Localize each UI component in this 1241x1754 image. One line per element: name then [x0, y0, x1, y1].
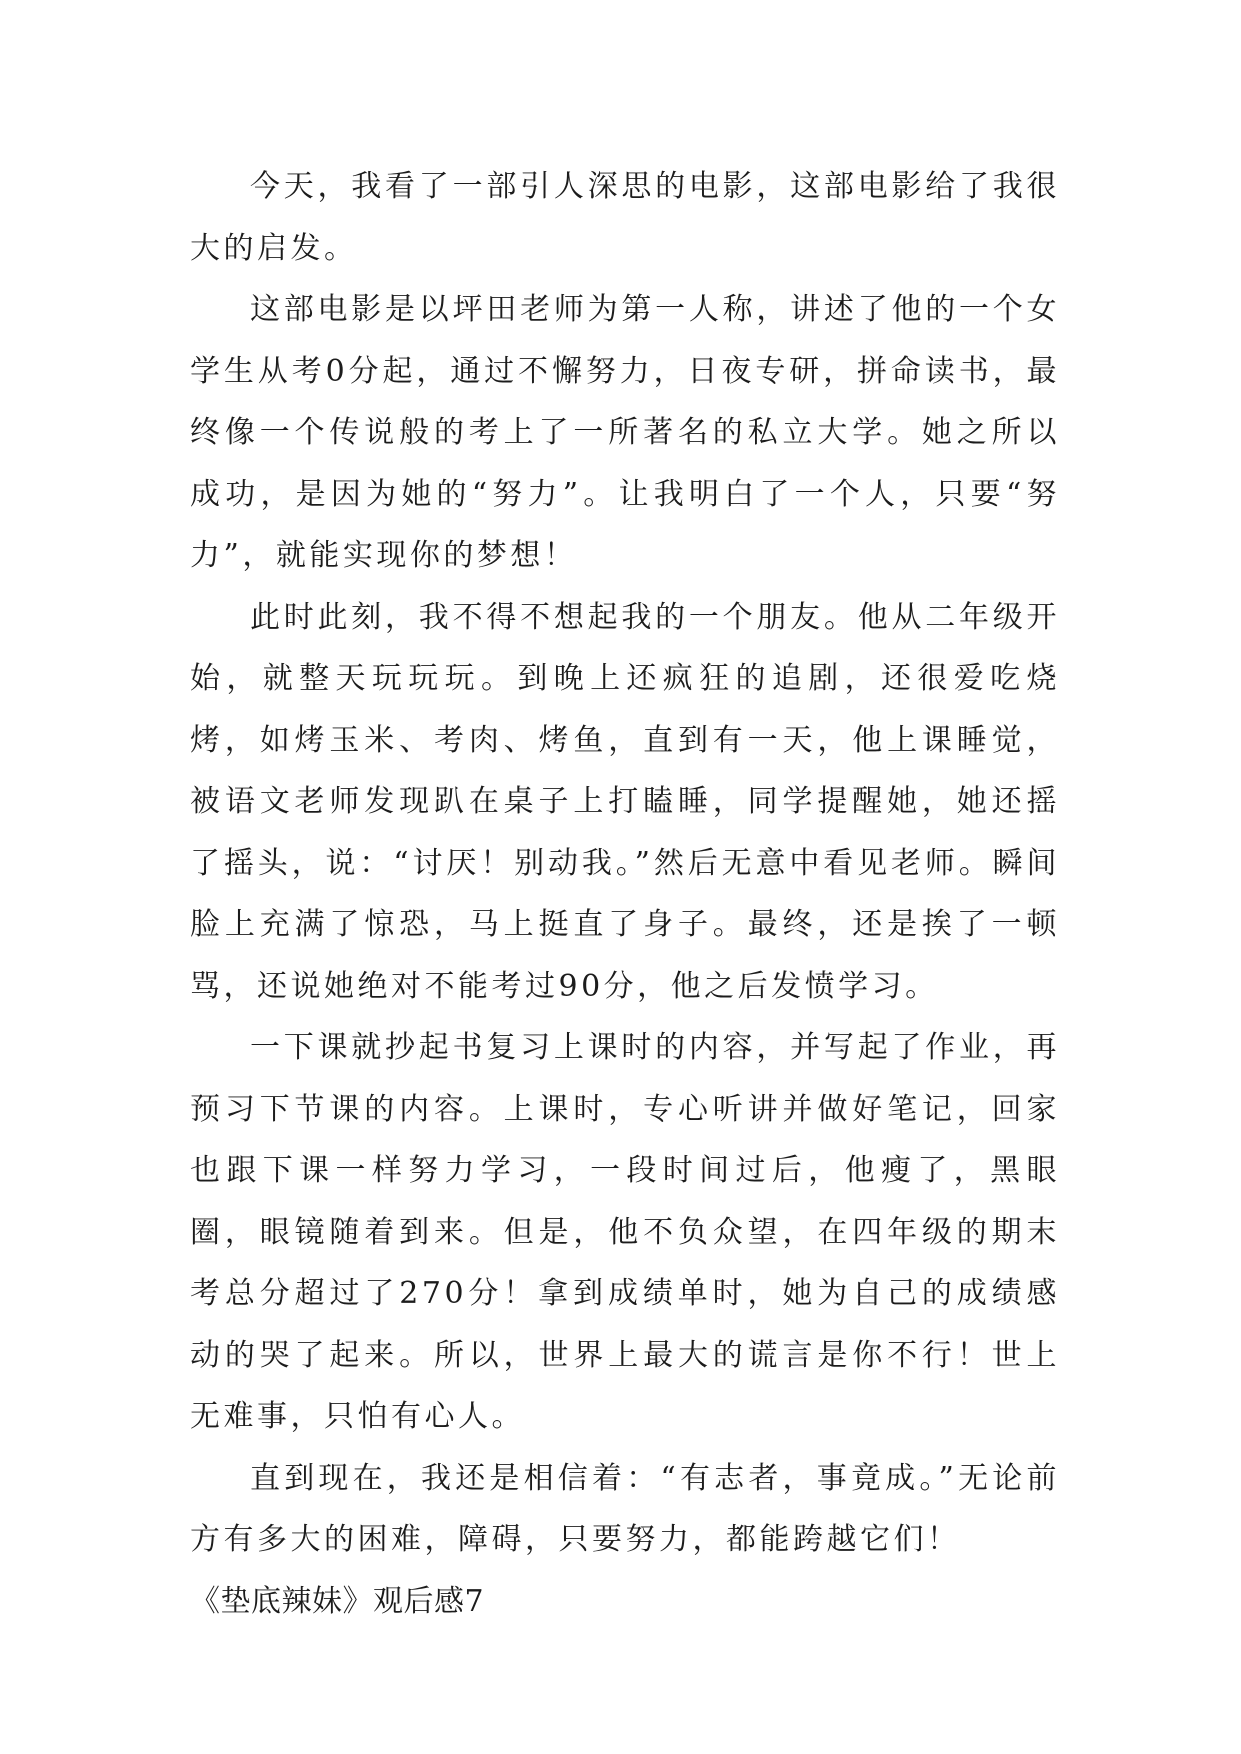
paragraph-4: 一下课就抄起书复习上课时的内容，并写起了作业，再预习下节课的内容。上课时，专心听讲并做好笔记，回家也跟下课一样努力学习，一段时间过后，他瘦了，黑眼圈，眼镜随着到来。但是，他不负众望，在四年级的期末考总分超过了270分！拿到成绩单时，她为自己的成绩感动的哭了起来。所以，世界上最大的谎言是你不行！世上无难事，只怕有心人。: [190, 1030, 1060, 1434]
paragraph-3: 此时此刻，我不得不想起我的一个朋友。他从二年级开始，就整天玩玩玩。到晚上还疯狂的追剧，还很爱吃烧烤，如烤玉米、考肉、烤鱼，直到有一天，他上课睡觉，被语文老师发现趴在桌子上打瞌睡，同学提醒她，她还摇了摇头，说：“讨厌！别动我。”然后无意中看见老师。瞬间脸上充满了惊恐，马上挺直了身子。最终，还是挨了一顿骂，还说她绝对不能考过90分，他之后发愤学习。: [190, 599, 1060, 1004]
paragraph-1: 今天，我看了一部引人深思的电影，这部电影给了我很大的启发。: [190, 169, 1060, 266]
paragraph-2: 这部电影是以坪田老师为第一人称，讲述了他的一个女学生从考0分起，通过不懈努力，日夜专研，拼命读书，最终像一个传说般的考上了一所著名的私立大学。她之所以成功，是因为她的“努力”。让我明白了一个人，只要“努力”，就能实现你的梦想！: [190, 292, 1060, 573]
section-heading: 《垫底辣妹》观后感7: [190, 1583, 485, 1619]
document-body: [190, 156, 1060, 1632]
paragraph-5: 直到现在，我还是相信着：“有志者，事竟成。”无论前方有多大的困难，障碍，只要努力，都能跨越它们！: [190, 1460, 1060, 1557]
